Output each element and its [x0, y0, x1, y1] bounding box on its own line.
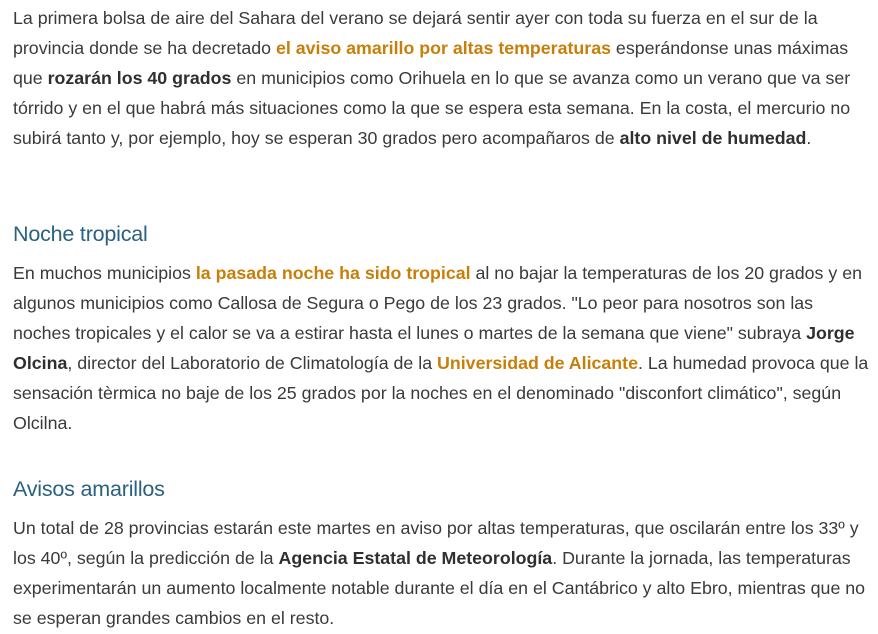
paragraph-text: . La humedad provoca que la sensación tèrmica no baje de los 25 grados por la noches en el denominado "disconfort climático", según Olcilna. — [13, 353, 869, 433]
paragraph-text: . — [806, 128, 812, 148]
paragraph-text: al no bajar la temperaturas de los 20 grados y en algunos municipios como Callosa de Segura o Pego de los 23 grados. "Lo peor para nosotros son las noches tropicales y el calor se va a estirar hasta el lunes o martes de la semana que viene" subraya — [13, 263, 862, 343]
paragraph-noche-tropical — [13, 258, 875, 438]
bold-text: Jorge Olcina — [13, 323, 855, 373]
paragraph-text: . Durante la jornada, las temperaturas experimentarán un aumento localmente notable durante el día en el Cantábrico y alto Ebro, mientras que no se esperan grandes cambios en el resto. — [13, 548, 866, 628]
paragraph-intro — [13, 3, 875, 153]
bold-text: alto nivel de humedad — [619, 128, 807, 148]
paragraph-text: La primera bolsa de aire del Sahara del verano se dejará sentir ayer con toda su fuerza en el sur de la provincia donde se ha decretado — [13, 8, 818, 58]
link-universidad-alicante[interactable]: Universidad de Alicante — [437, 353, 638, 373]
bold-text: rozarán los 40 grados — [47, 68, 232, 88]
paragraph-avisos-amarillos — [13, 513, 875, 633]
section-heading-noche-tropical: Noche tropical — [13, 222, 148, 246]
paragraph-text: En muchos municipios — [13, 263, 196, 283]
paragraph-text: en municipios como Orihuela en lo que se avanza como un verano que va ser tórrido y en el que habrá más situaciones como la que se espera esta semana. En la costa, el mercurio no subirá tanto y, por ejemplo, hoy se esperan 30 grados pero acompañaros de — [13, 68, 851, 148]
link-noche-tropical[interactable]: la pasada noche ha sido tropical — [195, 263, 471, 283]
paragraph-text: , director del Laboratorio de Climatología de la — [67, 353, 438, 373]
bold-text: Agencia Estatal de Meteorología — [278, 548, 553, 568]
paragraph-text: esperándonse unas máximas que — [13, 38, 849, 88]
section-heading-avisos-amarillos: Avisos amarillos — [13, 477, 165, 501]
link-aviso-amarillo[interactable]: el aviso amarillo por altas temperaturas — [275, 38, 611, 58]
paragraph-text: Un total de 28 provincias estarán este martes en aviso por altas temperaturas, que oscilarán entre los 33º y los 40º, según la predicción de la — [13, 518, 859, 568]
